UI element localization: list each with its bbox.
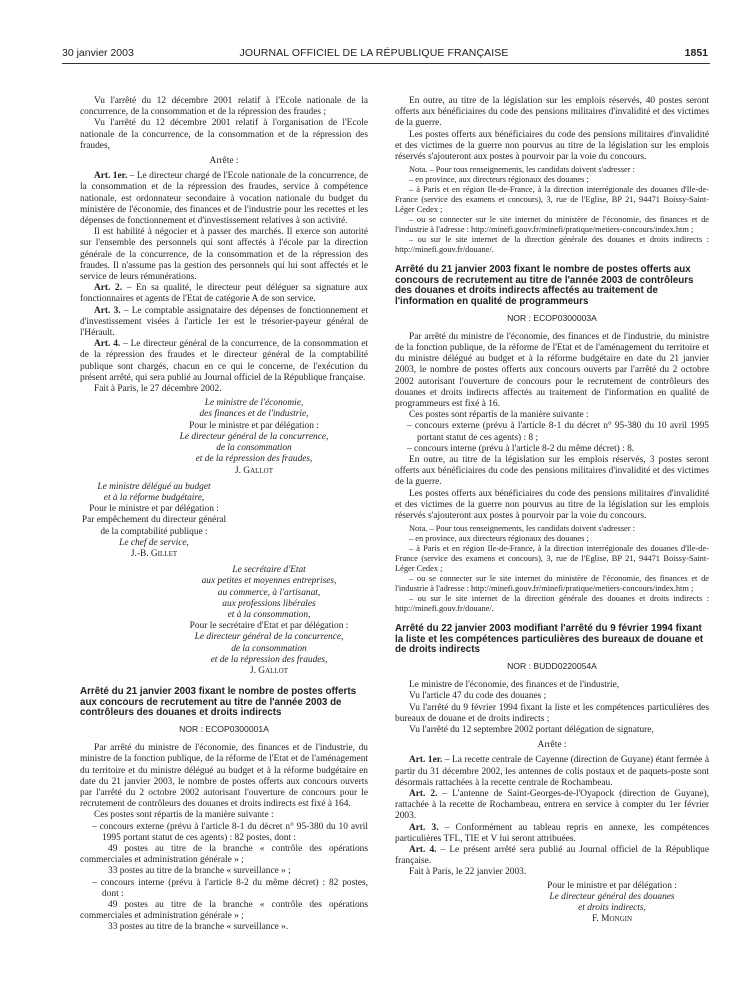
article-4 bbox=[80, 339, 368, 384]
article-1 bbox=[395, 755, 709, 789]
nota-item: – ou se connecter sur le site internet du ministère de l'économie, des finances et de l'industrie à l'adresse : http://minefi.gouv.fr/minefi/pratique/metiers-concours/index.htm ; bbox=[395, 574, 709, 594]
article-text: – En sa qualité, le directeur peut déléguer sa signature aux fonctionnaires et agents de l'Etat de catégorie A de son service. bbox=[80, 283, 368, 305]
page-header bbox=[0, 47, 748, 63]
nor-reference: NOR : BUDD0220054A bbox=[507, 661, 597, 672]
signature-block bbox=[140, 398, 368, 476]
article-label: Art. 2. bbox=[409, 789, 438, 800]
signature-line: de la consommation bbox=[231, 643, 307, 654]
paragraph: En outre, au titre de la législation sur les emplois réservés, 40 postes seront offerts aux bénéficiaires du code des pensions militaires d'invalidité et des victimes de la guerre. bbox=[395, 96, 709, 129]
decree-paragraph: Par arrêté du ministre de l'économie, des finances et de l'industrie, du ministre de la fonction publique, de la réforme de l'Etat et de l'aménagement du territoire et du ministre délégué au budget et à la réforme budgétaire en date du 21 janvier 2003, le nombre de postes offerts aux concours ouverts par l'arrêté du 2 octobre 2002 autorisant l'ouverture de concours pour le recrutement de contrôleurs des douanes et droits indirects affectés au traitement de l'information en qualité de programmeurs est fixé à 16. bbox=[395, 331, 709, 410]
article-label: Art. 3. bbox=[94, 305, 121, 316]
signatory-name: F. Mongin bbox=[591, 914, 633, 925]
signature-line: aux petites et moyennes entreprises, bbox=[201, 576, 337, 587]
signature-line: et à la consommation, bbox=[227, 609, 311, 620]
vu-paragraph: Vu l'arrêté du 9 février 1994 fixant la liste et les compétences particulières des bureaux de douane et de droits indirects ; bbox=[395, 702, 709, 724]
signature-line: et de la répression des fraudes, bbox=[210, 654, 328, 665]
arrete-heading: Arrête : bbox=[537, 740, 567, 751]
article-label: Art. 1er. bbox=[409, 755, 443, 766]
article-3 bbox=[395, 823, 709, 845]
nota-item: – en province, aux directeurs régionaux des douanes ; bbox=[409, 534, 589, 544]
nota-block bbox=[395, 165, 709, 255]
nota-item: – à Paris et en région Ile-de-France, à la direction interrégionale des douanes d'Ile-de-France (service des examens et concours), 3, rue de l'Eglise, BP 21, 94471 Boissy-Saint-Léger Cedex ; bbox=[395, 544, 709, 574]
article-text: – Le directeur chargé de l'Ecole nationale de la concurrence, de la consommation et de la répression des fraudes, service à compétence nationale, est ordonnateur secondaire à vocation nationale du budget du ministère de l'économie, des finances et de l'industrie pour les recettes et les dépenses de fonctionnement et d'investissement relatives à son activité. bbox=[80, 171, 368, 227]
arrete-heading: Arrête : bbox=[209, 156, 239, 167]
signature-line: aux professions libérales bbox=[222, 598, 316, 609]
vu-paragraph: Vu l'article 47 du code des douanes ; bbox=[409, 691, 547, 702]
signature-line: Pour le secrétaire d'Etat et par délégation : bbox=[189, 621, 349, 632]
list-subitem: 33 postes au titre de la branche « surveillance ». bbox=[108, 922, 289, 933]
nota-block bbox=[395, 524, 709, 614]
signature-line: Le ministre de l'économie, bbox=[204, 398, 304, 409]
decree-heading: Arrêté du 21 janvier 2003 fixant le nombre de postes offerts aux concours de recrutement au titre de l'année 2003 de contrôleurs des douanes et droits indirects bbox=[80, 686, 357, 719]
article-text: – Le présent arrêté sera publié au Journal officiel de la République française. bbox=[395, 845, 709, 867]
article-1-paragraph: Il est habilité à négocier et à passer des marchés. Il exerce son autorité sur l'ensemble des personnels qui sont affectés à l'école par la direction générale de la concurrence, de la consommation et de la répression des fraudes. Il n'assume pas la gestion des personnels qui lui sont affectés et le service de leurs rémunérations. bbox=[80, 227, 368, 283]
signature-line: Le directeur général de la concurrence, bbox=[179, 431, 329, 442]
article-1 bbox=[80, 171, 368, 227]
article-text: – La recette centrale de Cayenne (direction de Guyane) étant fermée à partir du 31 décembre 2002, les antennes de colis postaux et de paquets-poste sont désormais rattachées à la recette centrale de Rochambeau. bbox=[395, 755, 709, 788]
signature-block bbox=[170, 565, 368, 677]
article-label: Art. 4. bbox=[94, 339, 121, 350]
signature-line: au commerce, à l'artisanat, bbox=[217, 587, 321, 598]
header-date: 30 janvier 2003 bbox=[62, 47, 134, 59]
list-subitem: 33 postes au titre de la branche « surveillance » ; bbox=[108, 866, 291, 877]
decree-paragraph: Le ministre de l'économie, des finances et de l'industrie, bbox=[409, 680, 620, 691]
article-text: – Le comptable assignataire des dépenses de fonctionnement et d'investissement visées à l'article 1er est le trésorier-payeur général de l'Hérault. bbox=[80, 305, 368, 339]
decree-paragraph: Ces postes sont répartis de la manière suivante : bbox=[409, 410, 589, 421]
signature-line: Le chef de service, bbox=[119, 537, 189, 548]
vu-paragraph: Vu l'arrêté du 12 septembre 2002 portant délégation de signature, bbox=[409, 725, 654, 736]
article-2 bbox=[395, 789, 709, 823]
decree-paragraph: Les postes offerts aux bénéficiaires du code des pensions militaires d'invalidité et des victimes de la guerre non pourvus au titre de la législation sur les emplois réservés s'ajouteront aux postes à pourvoir par la voie du concours. bbox=[395, 488, 709, 522]
signature-line: de la consommation bbox=[216, 443, 292, 454]
signature-line: Le directeur général de la concurrence, bbox=[194, 632, 344, 643]
list-item: – concours externe (prévu à l'article 8-1 du décret n° 95-380 du 10 avril 1995 portant statut de ces agents) : 8 ; bbox=[407, 421, 709, 443]
nor-reference: NOR : ECOP0300003A bbox=[507, 312, 597, 323]
decree-paragraph: Par arrêté du ministre de l'économie, des finances et de l'industrie, du ministre de la fonction publique, de la réforme de l'Etat et de l'aménagement du territoire et du ministre délégué au budget et à la réforme budgétaire en date du 21 janvier 2003, le nombre de postes offerts aux concours ouverts par l'arrêté du 2 octobre 2002 autorisant l'ouverture de concours pour le recrutement de contrôleurs des douanes et droits indirects est fixé à 164. bbox=[80, 743, 368, 810]
signature-date: Fait à Paris, le 22 janvier 2003. bbox=[409, 867, 527, 878]
article-2 bbox=[80, 283, 368, 305]
signature-line: Le directeur général des douanes bbox=[549, 891, 675, 902]
signature-line: Pour le ministre et par délégation : bbox=[89, 504, 219, 515]
vu-paragraph: Vu l'arrêté du 12 décembre 2001 relatif à l'Ecole nationale de la concurrence, de la consommation et de la répression des fraudes ; bbox=[80, 96, 368, 118]
decree-heading: Arrêté du 22 janvier 2003 modifiant l'arrêté du 9 février 1994 fixant la liste et les compétences particulières des bureaux de douane et de droits indirects bbox=[395, 623, 704, 656]
list-subitem: 49 postes au titre de la branche « contrôle des opérations commerciales et administration générale » ; bbox=[80, 843, 368, 866]
signature-block bbox=[80, 482, 228, 560]
signatory-name: J. Gallot bbox=[249, 665, 289, 676]
signature-line: et droits indirects, bbox=[578, 903, 646, 914]
signature-line: Pour le ministre et par délégation : bbox=[547, 880, 677, 891]
article-label: Art. 1er. bbox=[94, 171, 128, 182]
signature-line: et à la réforme budgétaire, bbox=[103, 492, 205, 503]
signature-block bbox=[515, 881, 709, 926]
article-text: – Conformément au tableau repris en annexe, les compétences particulières TFL, TIE et V lui seront attribuées. bbox=[395, 822, 709, 844]
signature-line: Le secrétaire d'Etat bbox=[232, 565, 306, 576]
article-4 bbox=[395, 845, 709, 867]
nota-intro: Nota. – Pour tous renseignements, les candidats doivent s'adresser : bbox=[409, 165, 635, 175]
nor-reference: NOR : ECOP0300001A bbox=[179, 723, 269, 734]
list-item: – concours interne (prévu à l'article 8-2 du même décret) : 8. bbox=[407, 443, 635, 454]
decree-paragraph: En outre, au titre de la législation sur les emplois réservés, 3 postes seront offerts aux bénéficiaires du code des pensions militaires d'invalidité et des victimes de la guerre. bbox=[395, 455, 709, 488]
article-label: Art. 3. bbox=[409, 822, 439, 833]
decree-paragraph: Ces postes sont répartis de la manière suivante : bbox=[94, 810, 274, 821]
article-label: Art. 4. bbox=[409, 845, 437, 856]
article-label: Art. 2. bbox=[94, 283, 123, 294]
signature-line: Pour le ministre et par délégation : bbox=[189, 420, 319, 431]
nota-item: – ou sur le site internet de la direction générale des douanes et droits indirects : http://minefi.gouv.fr/douane/. bbox=[395, 594, 709, 614]
list-item: – concours interne (prévu à l'article 8-2 du même décret) : 82 postes, dont : bbox=[92, 877, 368, 899]
vu-paragraph: Vu l'arrêté du 12 décembre 2001 relatif à l'organisation de l'Ecole nationale de la concurrence, de la consommation et de la répression des fraudes, bbox=[80, 118, 368, 151]
signature-line: Par empêchement du directeur général bbox=[81, 515, 227, 526]
decree-heading: Arrêté du 21 janvier 2003 fixant le nombre de postes offerts aux concours de recrutement au titre de l'année 2003 de contrôleurs des douanes et droits indirects affectés au traitement de l'information en qualité de programmeurs bbox=[395, 264, 694, 307]
journal-title: JOURNAL OFFICIEL DE LA RÉPUBLIQUE FRANÇAISE bbox=[239, 47, 509, 59]
signatory-name: J.-B. Gillet bbox=[130, 548, 178, 559]
left-column bbox=[80, 96, 368, 934]
header-rule bbox=[62, 63, 710, 64]
article-text: – L'antenne de Saint-Georges-de-l'Oyapock (direction de Guyane), rattachée à la recette de Rochambeau, entrera en service à compter du 1er février 2003. bbox=[395, 789, 709, 822]
signature-line: des finances et de l'industrie, bbox=[199, 409, 309, 420]
page-number: 1851 bbox=[684, 47, 708, 59]
signature-date: Fait à Paris, le 27 décembre 2002. bbox=[94, 384, 222, 395]
nota-item: – ou se connecter sur le site internet du ministère de l'économie, des finances et de l'industrie à l'adresse : http://minefi.gouv.fr/minefi/pratique/metiers-concours/index.htm ; bbox=[395, 215, 709, 235]
nota-intro: Nota. – Pour tous renseignements, les candidats doivent s'adresser : bbox=[409, 524, 635, 534]
article-3 bbox=[80, 306, 368, 340]
paragraph: Les postes offerts aux bénéficiaires du code des pensions militaires d'invalidité et des victimes de la guerre non pourvus au titre de la législation sur les emplois réservés s'ajouteront aux postes à pourvoir par la voie du concours. bbox=[395, 129, 709, 163]
nota-item: – à Paris et en région Ile-de-France, à la direction interrégionale des douanes d'Ile-de-France (service des examens et concours), 3, rue de l'Eglise, BP 21, 94471 Boissy-Saint-Léger Cedex ; bbox=[395, 185, 709, 215]
article-text: – Le directeur général de la concurrence, de la consommation et de la répression des fraudes et le directeur général de la comptabilité publique sont chargés, chacun en ce qui le concerne, de l'exécution du présent arrêté, qui sera publié au Journal officiel de la République française. bbox=[80, 339, 368, 383]
signatory-name: J. Gallot bbox=[234, 465, 274, 476]
signature-line: et de la répression des fraudes, bbox=[195, 454, 313, 465]
nota-item: – en province, aux directeurs régionaux des douanes ; bbox=[409, 175, 589, 185]
nota-item: – ou sur le site internet de la direction générale des douanes et droits indirects : http://minefi.gouv.fr/douane/. bbox=[395, 235, 709, 255]
signature-line: de la comptabilité publique : bbox=[100, 526, 208, 537]
list-subitem: 49 postes au titre de la branche « contrôle des opérations commerciales et administration générale » ; bbox=[80, 899, 368, 922]
list-item: – concours externe (prévu à l'article 8-1 du décret n° 95-380 du 10 avril 1995 portant statut de ces agents) : 82 postes, dont : bbox=[92, 821, 368, 843]
signature-line: Le ministre délégué au budget bbox=[97, 481, 211, 492]
right-column bbox=[395, 96, 709, 926]
